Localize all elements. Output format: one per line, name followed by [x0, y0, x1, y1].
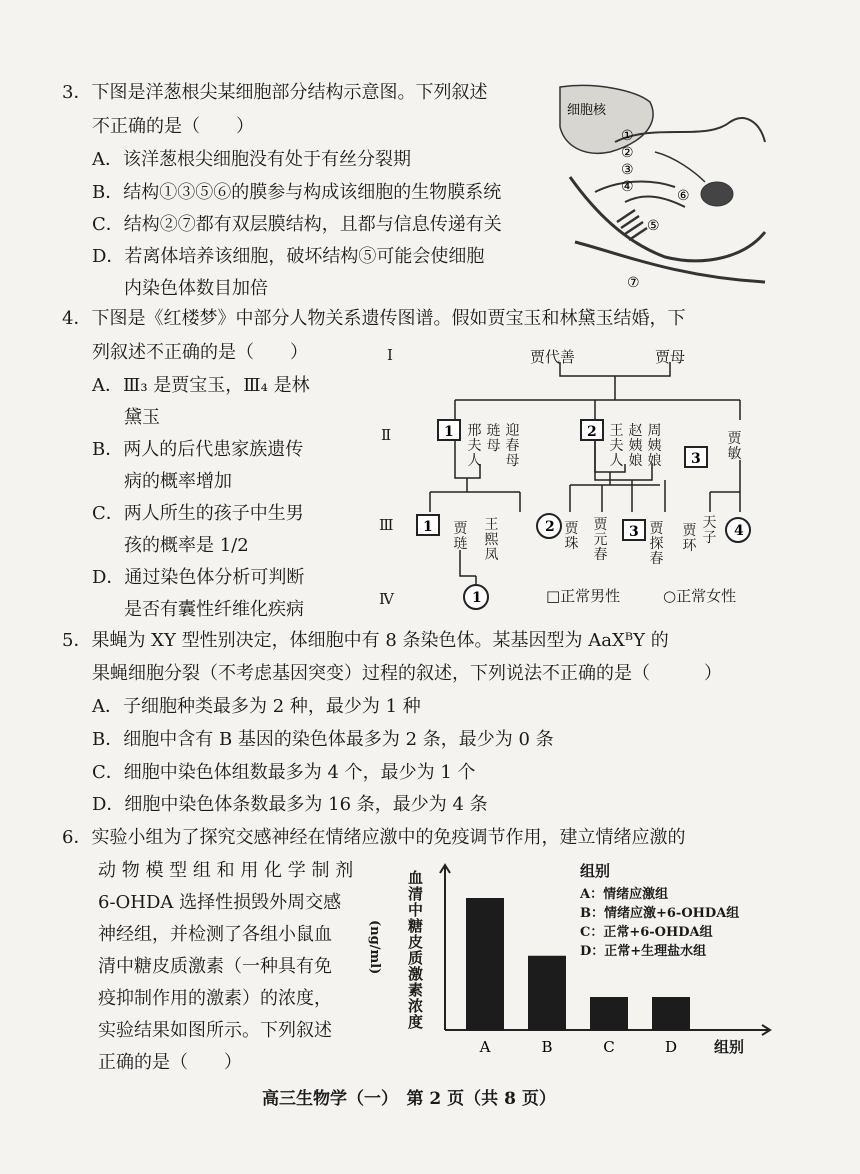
q4-stem-line1: 4．下图是《红楼梦》中部分人物关系遗传图谱。假如贾宝玉和林黛玉结婚，下: [62, 308, 686, 329]
cell-structure-diagram: [555, 82, 770, 292]
name-wang-xifeng: 王熙凤: [484, 517, 499, 563]
chart-legend-c: C：正常+6-OHDA组: [580, 925, 713, 940]
q4-option-a-line1: A．Ⅲ₃ 是贾宝玉，Ⅲ₄ 是林: [92, 375, 310, 396]
name-jia-she: 贾敏: [727, 431, 742, 462]
chart-legend-b: B：情绪应激+6-OHDA组: [580, 906, 740, 921]
page-footer: 高三生物学（一） 第 2 页（共 8 页）: [262, 1089, 556, 1109]
name-zhou-yiniang: 周姨娘: [647, 423, 662, 469]
marker-7: ⑦: [627, 275, 640, 291]
name-yingchun-mu: 迎春母: [505, 423, 520, 469]
pedigree-iii1-num: 1: [423, 519, 433, 535]
chart-legend-d: D：正常+生理盐水组: [580, 944, 707, 959]
label-nucleus: 细胞核: [567, 103, 607, 118]
q6-line-6: 实验结果如图所示。下列叙述: [98, 1020, 332, 1041]
x-tick-a: A: [479, 1038, 491, 1056]
pedigree-ii3-num: 3: [691, 451, 701, 467]
pedigree-iii3-num: 3: [629, 524, 639, 540]
q3-option-d-line1: D．若离体培养该细胞，破坏结构⑤可能会使细胞: [92, 246, 485, 267]
x-tick-b: B: [541, 1038, 553, 1056]
name-jia-yuanchun: 贾元春: [593, 517, 608, 563]
q3-stem-line1: 3．下图是洋葱根尖某细胞部分结构示意图。下列叙述: [62, 82, 488, 103]
name-jia-huan: 贾环: [682, 523, 697, 554]
name-zhao-yiniang: 赵姨娘: [628, 423, 643, 469]
q4-stem-line2: 列叙述不正确的是（ ）: [92, 342, 308, 363]
name-tianzi: 天子: [702, 515, 717, 546]
name-wang-furen: 王夫人: [609, 423, 624, 469]
q4-option-c-line1: C．两人所生的孩子中生男: [92, 503, 304, 524]
pedigree-iii4-num: 4: [734, 523, 744, 539]
name-jia-zhu: 贾珠: [564, 521, 579, 552]
bar-a: [466, 898, 504, 1030]
marker-3: ③: [621, 162, 634, 178]
q6-line-4: 清中糖皮质激素（一种具有免: [98, 956, 332, 977]
bar-b: [528, 956, 566, 1030]
chart-x-axis-label: 组别: [714, 1038, 745, 1056]
chart-y-axis-unit: (ng/ml): [367, 920, 382, 975]
q5-stem-line2: 果蝇细胞分裂（不考虑基因突变）过程的叙述，下列说法不正确的是（ ）: [92, 663, 722, 684]
bar-d: [652, 997, 690, 1030]
q6-line-5: 疫抑制作用的激素）的浓度，: [98, 988, 332, 1009]
name-jia-daishan: 贾代善: [530, 348, 576, 366]
gen-label-1: Ⅰ: [387, 346, 393, 364]
marker-4: ④: [621, 179, 634, 195]
q3-option-b: B．结构①③⑤⑥的膜参与构成该细胞的生物膜系统: [92, 182, 502, 203]
x-tick-d: D: [664, 1038, 678, 1056]
q5-option-d: D．细胞中染色体条数最多为 16 条，最少为 4 条: [92, 794, 488, 815]
gen-label-2: Ⅱ: [381, 426, 392, 444]
q6-stem-line1: 6．实验小组为了探究交感神经在情绪应激中的免疫调节作用，建立情绪应激的: [62, 827, 686, 848]
marker-1: ①: [621, 128, 634, 144]
q3-option-d-line2: 内染色体数目加倍: [124, 278, 268, 299]
q5-option-b: B．细胞中含有 B 基因的染色体最多为 2 条，最少为 0 条: [92, 729, 554, 750]
pedigree-iii2-num: 2: [545, 519, 555, 535]
q6-line-3: 神经组，并检测了各组小鼠血: [98, 924, 332, 945]
marker-5: ⑤: [647, 218, 660, 234]
legend-normal-female: ○正常女性: [663, 587, 737, 605]
legend-normal-male: □正常男性: [546, 587, 621, 605]
q6-line-7: 正确的是（ ）: [98, 1052, 242, 1073]
q3-stem-line2: 不正确的是（ ）: [92, 116, 254, 137]
q4-option-b-line1: B．两人的后代患家族遗传: [92, 439, 304, 460]
q3-option-c: C．结构②⑦都有双层膜结构，且都与信息传递有关: [92, 214, 502, 235]
name-xing-furen: 邢夫人: [467, 423, 482, 469]
marker-6: ⑥: [677, 188, 690, 204]
name-jia-tanchun: 贾探春: [649, 521, 664, 567]
q4-option-c-line2: 孩的概率是 1/2: [124, 535, 249, 556]
pedigree-iv1-num: 1: [472, 590, 482, 606]
q5-option-a: A．子细胞种类最多为 2 种，最少为 1 种: [92, 696, 421, 717]
name-lian-mu: 琏母: [486, 423, 501, 454]
name-jia-mu: 贾母: [655, 348, 686, 366]
q4-option-b-line2: 病的概率增加: [124, 471, 232, 492]
chart-legend-a: A：情绪应激组: [580, 887, 669, 902]
q3-option-a: A．该洋葱根尖细胞没有处于有丝分裂期: [92, 149, 411, 170]
pedigree-ii1-num: 1: [444, 424, 454, 440]
gen-label-3: Ⅲ: [379, 516, 394, 534]
q4-option-d-line2: 是否有囊性纤维化疾病: [124, 599, 304, 620]
chart-legend-title: 组别: [580, 862, 611, 880]
pedigree-ii2-num: 2: [587, 424, 597, 440]
bar-c: [590, 997, 628, 1030]
x-tick-c: C: [603, 1038, 615, 1056]
name-jia-lian: 贾琏: [453, 521, 468, 552]
marker-2: ②: [621, 145, 634, 161]
q5-option-c: C．细胞中染色体组数最多为 4 个，最少为 1 个: [92, 762, 476, 783]
chart-y-axis-label: 血清中糖皮质激素浓度: [408, 869, 424, 1031]
q5-stem-line1: 5．果蝇为 XY 型性别决定，体细胞中有 8 条染色体。某基因型为 AaXᴮY 的: [62, 630, 669, 651]
q4-option-a-line2: 黛玉: [124, 407, 160, 428]
q4-option-d-line1: D．通过染色体分析可判断: [92, 567, 305, 588]
q6-line-2: 6-OHDA 选择性损毁外周交感: [98, 892, 342, 913]
q6-line-1: 动 物 模 型 组 和 用 化 学 制 剂: [98, 860, 354, 881]
gen-label-4: Ⅳ: [379, 590, 394, 608]
